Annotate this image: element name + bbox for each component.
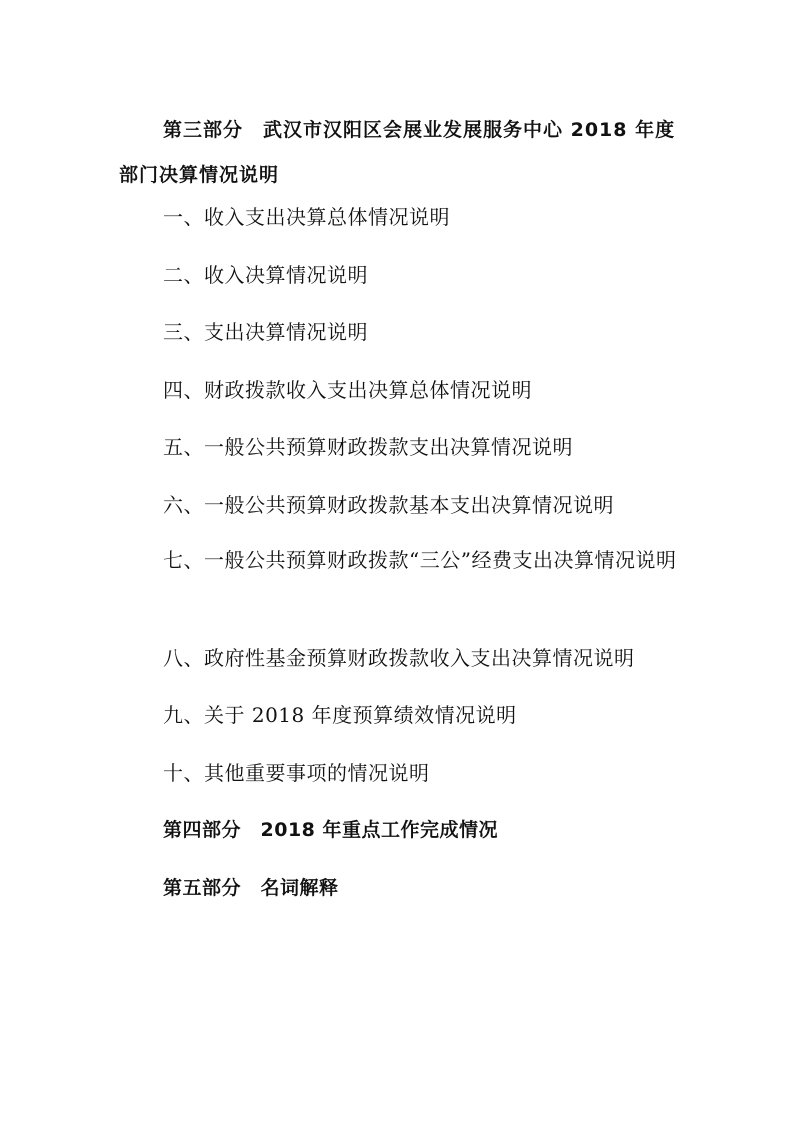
toc-item-7: 七、一般公共预算财政拨款“三公”经费支出决算情况说明 bbox=[163, 548, 677, 572]
toc-item-1: 一、收入支出决算总体情况说明 bbox=[163, 205, 450, 229]
toc-item-2: 二、收入决算情况说明 bbox=[163, 263, 368, 287]
toc-item-4: 四、财政拨款收入支出决算总体情况说明 bbox=[163, 378, 532, 402]
part5-heading: 第五部分 名词解释 bbox=[163, 877, 339, 899]
part4-heading: 第四部分 2018 年重点工作完成情况 bbox=[163, 819, 498, 841]
toc-item-6: 六、一般公共预算财政拨款基本支出决算情况说明 bbox=[163, 493, 614, 517]
toc-item-8: 八、政府性基金预算财政拨款收入支出决算情况说明 bbox=[163, 646, 635, 670]
toc-item-9: 九、关于 2018 年度预算绩效情况说明 bbox=[163, 703, 517, 727]
toc-item-5: 五、一般公共预算财政拨款支出决算情况说明 bbox=[163, 435, 573, 459]
toc-item-10: 十、其他重要事项的情况说明 bbox=[163, 761, 430, 785]
toc-item-3: 三、支出决算情况说明 bbox=[163, 320, 368, 344]
part3-heading: 第三部分 武汉市汉阳区会展业发展服务中心 2018 年度部门决算情况说明 bbox=[119, 119, 676, 186]
